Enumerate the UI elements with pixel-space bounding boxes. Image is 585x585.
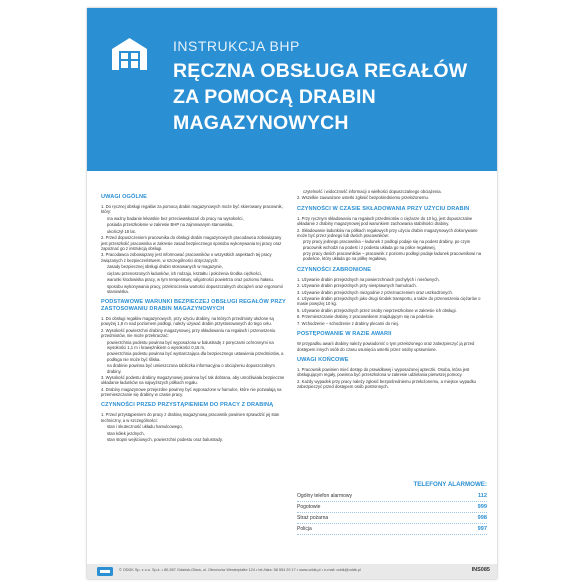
section-heading: CZYNNOŚCI PRZED PRZYSTĄPIENIEM DO PRACY Z DRABINĄ <box>101 402 274 409</box>
section-heading: UWAGI KOŃCOWE <box>297 356 349 363</box>
paragraph: sposobu wykonywania pracy, przekroczenia wartości dopuszczalnych obciążeń oraz ergonomii stanowiska. <box>107 283 283 294</box>
phone-number: 999 <box>477 504 487 510</box>
paragraph: 2. Wysokość powierzchni drabiny magazynowej, przy składowaniu na regałach i przenoszeniu przedmiotów, nie może przekraczać: <box>101 327 276 339</box>
paragraph: 2. Wszelkie zauważone usterki zgłosić bezpośredniemu przełożonemu. <box>297 195 429 201</box>
footer-text: © ODDK Sp. z o.o. Sp.k. • 80-557 Gdańsk-Oliwa, ul. Obrońców Westerplatte 124 • tel./faks: 58 554 29 17 • www.oddk.pl • e-mail: oddk@oddk.pl <box>119 568 361 572</box>
emergency-phones <box>297 481 487 535</box>
paragraph: warunki środowiska pracy, w tym temperatury, wilgotności powietrza oraz poziomu hałasu. <box>107 277 274 283</box>
paragraph: stan kółek jezdnych, <box>107 430 145 436</box>
paragraph: 6. Przemieszczanie drabiny z pracownikiem znajdującym się na podeście. <box>297 314 435 320</box>
oddk-logo-icon <box>97 567 113 576</box>
section-heading: POSTĘPOWANIE W RAZIE AWARII <box>297 331 392 338</box>
paragraph: 5. Używanie drabin przejezdnych przez osoby nieprzeszkolone w zakresie ich obsługi. <box>297 307 457 313</box>
paragraph: 1. Pracownik powinien mieć dostęp do prawidłowej i wyposażonej apteczki. Osoba, która jest obsługującym regały, powinna być przeszkolona w zakresie udzielania pierwszej pomocy. <box>297 366 470 378</box>
header-banner <box>87 8 497 171</box>
paragraph: ciężaru przenoszonych ładunków, ich rodzaju, kształtu i położenia środka ciężkości, <box>107 270 262 276</box>
paragraph: W przypadku awarii drabiny należy powiadomić o tym przełożonego oraz zabezpieczyć ją przed dostępem innych osób do czasu usunięcia usterki przez osoby uprawnione. <box>297 341 475 352</box>
paragraph: 2. Przed dopuszczeniem pracownika do obsługi drabin magazynowych pracodawca zobowiązany jest przeszkolić pracownika w zakresie zasad bezpiecznego sposobu wykonywania tej pracy oraz zapoznać go z instrukcją obsługi. <box>101 235 282 251</box>
paragraph: 3. Wysokość podestu drabiny magazynowej powinna być tak dobrana, aby umożliwiała bezpieczne układanie ładunków na najwyższych półkach regału. <box>101 375 285 386</box>
footer-bar <box>87 564 497 579</box>
section-heading: PODSTAWOWE WARUNKI BEZPIECZEJ OBSŁUGI REGAŁÓW PRZY ZASTOSOWANIU DRABIN MAGAZYNOWYCH <box>101 299 286 313</box>
paragraph: 7. Wchodzenie – schodzenie z drabiny plecami do niej. <box>297 320 399 326</box>
document-code: INS085 <box>471 567 490 573</box>
document-title: RĘCZNA OBSŁUGA REGAŁÓW ZA POMOCĄ DRABIN MAGAZYNOWYCH <box>173 60 468 134</box>
phone-row <box>297 502 487 513</box>
paragraph: 4. Używanie drabin przejezdnych jako drugi środek transportu, a także do przenoszenia ciężarów o masie powyżej 10 kg. <box>297 296 481 307</box>
paragraph: czytelność i widoczność informacji o wielkości dopuszczalnego obciążenia. <box>303 189 442 194</box>
paragraph: powierzchnia podestu powinna być wyposażona w balustradę z poręczami ochronnymi na wysokości 1,1 m i krawężnikiem o wysokości 0,15 m, <box>107 339 274 350</box>
section-heading: CZYNNOŚCI ZABRONIONE <box>297 266 372 273</box>
paragraph: powierzchnia podestu powinna być wystarczająca dla bezpiecznego ustawienia przedmiotów, a podłoga nie może być śliska. <box>107 351 284 362</box>
section-heading: UWAGI OGÓLNE <box>101 194 147 200</box>
paragraph: ma ważny badanie lekarskie bez przeciwwskazań do pracy na wysokości, <box>107 215 244 221</box>
paragraph: 2. Składowanie ładunków na półkach regałowych przy użyciu drabin magazynowych dokonywane może być przez jednego lub dwóch pracowników: <box>297 227 478 238</box>
instruction-sheet <box>87 8 497 579</box>
paragraph: posiada przeszkolenie w zakresie BHP na zajmowanym stanowisku, <box>107 222 234 228</box>
paragraph: przy pracy jednego pracownika – ładunek z podłogi podaje się na podest drabiny, po czym pracownik wchodzi na podest i z podestu układa go na półce regałowej, <box>303 239 471 250</box>
phone-number: 998 <box>477 515 487 521</box>
paragraph: zasady bezpiecznej obsługi drabin stosowanych w magazynie, <box>107 264 223 270</box>
left-column <box>101 189 286 444</box>
paragraph: 4. Drabiny magazynowe przejezdne powinny być wyposażone w hamulce, które nie pozwalają na przemieszczanie się drabiny w czasie pracy. <box>101 386 282 398</box>
section-heading: CZYNNOŚCI W CZASIE SKŁADOWANIA PRZY UŻYCIU DRABIN <box>297 205 470 212</box>
right-column <box>297 189 482 390</box>
phone-row <box>297 491 487 502</box>
paragraph: 2. Każdy wypadek przy pracy należy zgłosić bezpośredniemu przełożonemu, a miejsce wypadku zabezpieczyć przed dostępem osób postronnych. <box>297 378 476 389</box>
paragraph: przy pracy dwóch pracowników – pracownik z poziomu podłogi podaje ładunek pracownikowi na podeście, który układa go na półkę regałową. <box>303 251 482 262</box>
phone-row <box>297 513 487 524</box>
paragraph: 1. Do ręcznej obsługi regałów za pomocą drabin magazynowych może być skierowany pracownik, który: <box>101 204 283 215</box>
paragraph: 3. Używanie drabin przejezdnych niezgodnie z przeznaczeniem oraz uszkodzonych. <box>297 289 453 295</box>
paragraph: 2. Używanie drabin przejezdnych przy niesprawnych hamulcach. <box>297 283 417 289</box>
paragraph: stan stopni wejściowych, powierzchni podestu oraz balustrady. <box>107 437 223 443</box>
phone-label: Straż pożarna <box>297 515 329 521</box>
phone-number: 112 <box>477 493 487 499</box>
paragraph: ukończył 18 lat. <box>107 228 136 234</box>
phone-number: 997 <box>477 526 487 532</box>
paragraph: na drabinie powinna być umieszczona tabliczka informacyjna o obciążeniu dopuszczalnym drabiny. <box>107 363 275 374</box>
phone-label: Pogotowie <box>297 504 321 510</box>
paragraph: 3. Pracodawca zobowiązany jest informować pracowników o wszystkich aspektach tej pracy związanych z bezpieczeństwem, w szczególności dotyczących: <box>101 252 272 263</box>
document-kicker: INSTRUKCJA BHP <box>173 38 300 54</box>
paragraph: 1. Do obsługi regałów magazynowych, przy użyciu drabiny, na których przedmioty ułożone są powyżej 1,8 m nad poziomem podłogi, należy używać drabin przystosowanych do tego celu. <box>101 316 274 327</box>
phone-label: Ogólny telefon alarmowy <box>297 493 353 499</box>
warehouse-icon <box>108 32 151 75</box>
paragraph: 1. Przy ręcznym składowaniu na regałach przedmiotów o ciężarze do 10 kg, jest dopuszczalne układanie z drabiny magazynowej pod warunkiem zachowania stabilności drabiny. <box>297 215 473 227</box>
paragraph: stan i skuteczność układu hamulcowego, <box>107 424 183 430</box>
phone-label: Policja <box>297 526 312 532</box>
emergency-phones-title: TELEFONY ALARMOWE: <box>413 481 487 488</box>
paragraph: 1. Używanie drabin przejezdnych na powierzchniach pochyłych i nierównych. <box>297 276 440 282</box>
phone-row <box>297 524 487 535</box>
paragraph: 1. Przed przystąpieniem do pracy z drabiną magazynową pracownik powinien sprawdzić jej stan techniczny, a w szczególności: <box>101 412 280 423</box>
